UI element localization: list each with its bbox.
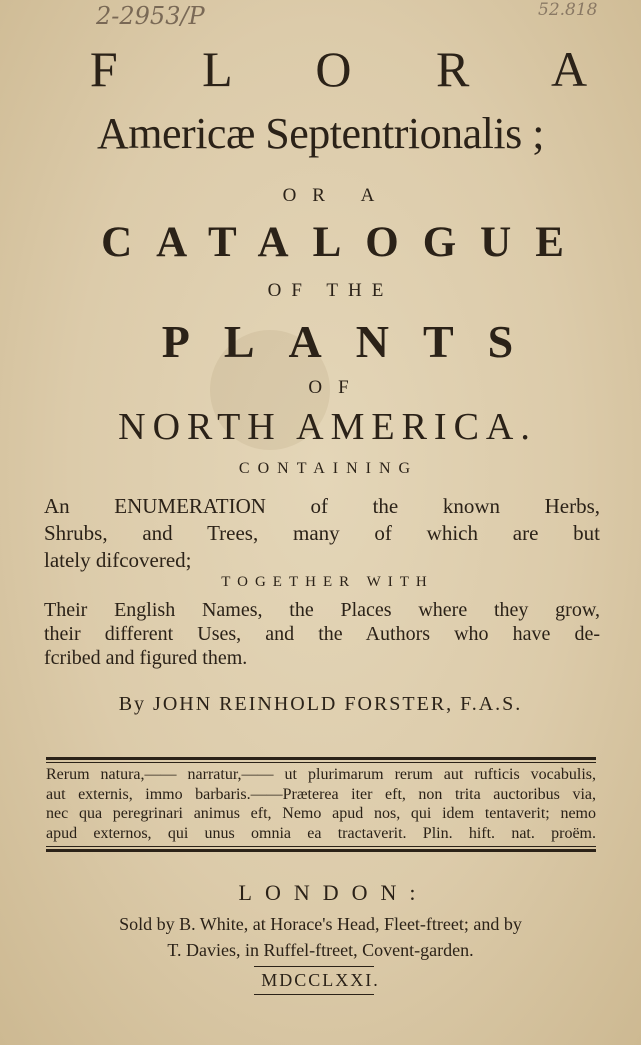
- enumeration-paragraph: [44, 493, 600, 574]
- names-paragraph: [44, 598, 600, 670]
- enumeration-line: Shrubs, and Trees, many of which are but: [44, 521, 600, 545]
- imprint-sold-line: Sold by B. White, at Horace's Head, Fleet-ftreet; and by: [119, 914, 522, 934]
- together-with-label: TOGETHER WITH: [221, 574, 434, 590]
- imprint-sold-line: T. Davies, in Ruffel-ftreet, Covent-garden.: [167, 940, 474, 960]
- date-rule-bottom: [254, 994, 374, 995]
- containing-label: CONTAINING: [238, 460, 419, 477]
- shelfmark-right: 52.818: [538, 0, 598, 20]
- title-north-america: NORTH AMERICA.: [118, 406, 537, 448]
- rule-top-thick: [46, 757, 596, 760]
- names-line: fcribed and figured them.: [44, 647, 248, 669]
- imprint-date: MDCCLXXI.: [261, 970, 380, 990]
- title-of-the: OF THE: [267, 280, 394, 301]
- enumeration-line: An ENUMERATION of the known Herbs,: [44, 494, 600, 518]
- quote-line: nec qua peregrinari animus eft, Nemo apud nos, qui idem tentaverit; nemo: [46, 805, 596, 822]
- quote-line: apud externos, qui unus omnia ea tractaverit. Plin. hift. nat. proëm.: [46, 824, 596, 842]
- title-americae: Americæ Septentrionalis ;: [97, 109, 544, 158]
- enumeration-line: lately difcovered;: [44, 548, 192, 572]
- title-flora: F L O R A: [89, 41, 624, 97]
- rule-top-thin: [46, 762, 596, 763]
- names-line: their different Uses, and the Authors who have de-: [44, 623, 600, 645]
- rule-bottom-thick: [46, 849, 596, 852]
- title-or-a: OR A: [282, 185, 391, 206]
- quote-line: aut externis, immo barbaris.——Præterea iter eft, non trita auctoribus via,: [46, 785, 596, 803]
- title-plants: PLANTS: [161, 316, 548, 367]
- quote-line: Rerum natura,—— narratur,—— ut plurimarum rerum aut rufticis vocabulis,: [46, 766, 596, 783]
- title-of: OF: [308, 377, 365, 398]
- author-line: By JOHN REINHOLD FORSTER, F.A.S.: [118, 693, 523, 715]
- epigraph-quote: [46, 765, 596, 843]
- shelfmark-left: 2-2953/P: [96, 2, 205, 30]
- title-catalogue: CATALOGUE: [101, 219, 588, 266]
- date-rule-top: [254, 966, 374, 967]
- imprint-city: LONDON:: [238, 880, 429, 905]
- names-line: Their English Names, the Places where they grow,: [44, 599, 600, 621]
- rule-bottom-thin: [46, 846, 596, 847]
